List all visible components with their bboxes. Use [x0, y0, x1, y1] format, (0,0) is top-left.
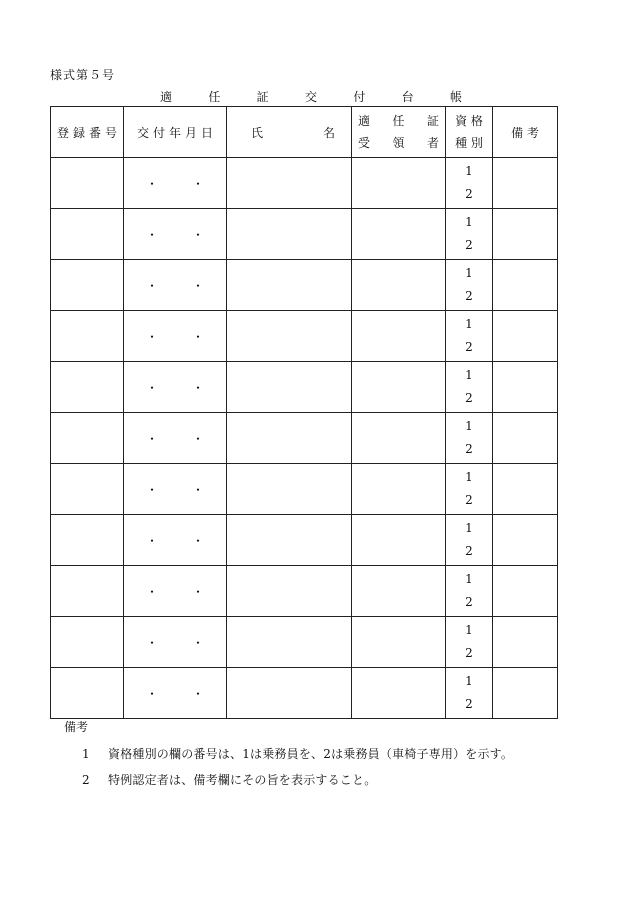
header-line — [358, 132, 439, 154]
title-char: 交 — [304, 90, 317, 104]
cell-issue-date[interactable] — [124, 464, 227, 515]
cell-remarks[interactable] — [493, 362, 558, 413]
qualification-option: 1 — [465, 215, 473, 229]
date-separator: ・ — [145, 227, 158, 242]
qualification-option: 2 — [465, 187, 473, 201]
cell-registration-number[interactable] — [51, 668, 124, 719]
cell-certificate-recipient[interactable] — [352, 413, 446, 464]
qualification-option: 1 — [465, 623, 473, 637]
date-separator: ・ — [145, 176, 158, 191]
header-line: 種 別 — [455, 136, 483, 150]
cell-qualification-type[interactable] — [446, 464, 493, 515]
qualification-option: 2 — [465, 697, 473, 711]
header-char: 登 — [56, 125, 69, 140]
date-separator: ・ — [192, 278, 205, 293]
date-separator: ・ — [145, 635, 158, 650]
qualification-option: 2 — [465, 646, 473, 660]
header-char: 号 — [105, 125, 118, 140]
qualification-option: 1 — [465, 266, 473, 280]
date-separator: ・ — [192, 686, 205, 701]
cell-certificate-recipient[interactable] — [352, 566, 446, 617]
cell-registration-number[interactable] — [51, 209, 124, 260]
cell-remarks[interactable] — [493, 413, 558, 464]
cell-registration-number[interactable] — [51, 158, 124, 209]
notes-title: 備考 — [64, 720, 89, 734]
title-char: 台 — [401, 90, 414, 104]
date-separator: ・ — [192, 380, 205, 395]
qualification-option: 2 — [465, 340, 473, 354]
cell-name[interactable] — [227, 515, 352, 566]
table-header-row — [51, 107, 558, 158]
cell-qualification-type[interactable] — [446, 260, 493, 311]
header-qualification-type — [446, 107, 493, 158]
table-row — [51, 260, 558, 311]
qualification-option: 2 — [465, 442, 473, 456]
note-number: 2 — [82, 773, 90, 787]
cell-name[interactable] — [227, 311, 352, 362]
qualification-option: 1 — [465, 470, 473, 484]
note-item — [82, 767, 513, 793]
cell-qualification-type[interactable] — [446, 311, 493, 362]
table-row — [51, 311, 558, 362]
cell-issue-date[interactable] — [124, 617, 227, 668]
cell-issue-date[interactable] — [124, 515, 227, 566]
header-char: 適 — [358, 114, 371, 128]
cell-issue-date[interactable] — [124, 311, 227, 362]
cell-qualification-type[interactable] — [446, 515, 493, 566]
date-separator: ・ — [192, 533, 205, 548]
cell-name[interactable] — [227, 617, 352, 668]
header-char: 者 — [426, 136, 439, 150]
header-char: 日 — [201, 125, 214, 140]
cell-issue-date[interactable] — [124, 209, 227, 260]
cell-registration-number[interactable] — [51, 515, 124, 566]
cell-name[interactable] — [227, 464, 352, 515]
cell-remarks[interactable] — [493, 260, 558, 311]
cell-issue-date[interactable] — [124, 413, 227, 464]
cell-certificate-recipient[interactable] — [352, 668, 446, 719]
header-issue-date — [124, 107, 227, 158]
qualification-option: 1 — [465, 419, 473, 433]
date-separator: ・ — [145, 278, 158, 293]
header-char: 月 — [185, 125, 198, 140]
cell-name[interactable] — [227, 260, 352, 311]
header-line: 資 格 — [455, 114, 483, 128]
cell-qualification-type[interactable] — [446, 668, 493, 719]
date-separator: ・ — [192, 431, 205, 446]
cell-remarks[interactable] — [493, 566, 558, 617]
date-separator: ・ — [192, 227, 205, 242]
date-separator: ・ — [192, 584, 205, 599]
date-separator: ・ — [192, 329, 205, 344]
date-separator: ・ — [145, 584, 158, 599]
page-title — [160, 88, 462, 105]
date-separator: ・ — [145, 533, 158, 548]
cell-name[interactable] — [227, 668, 352, 719]
cell-name[interactable] — [227, 413, 352, 464]
table-row — [51, 158, 558, 209]
title-char: 帳 — [449, 90, 462, 104]
cell-remarks[interactable] — [493, 209, 558, 260]
cell-name[interactable] — [227, 209, 352, 260]
header-char: 任 — [392, 114, 405, 128]
header-char: 番 — [89, 125, 102, 140]
qualification-option: 1 — [465, 572, 473, 586]
qualification-option: 2 — [465, 595, 473, 609]
cell-registration-number[interactable] — [51, 362, 124, 413]
cell-qualification-type[interactable] — [446, 566, 493, 617]
qualification-option: 2 — [465, 289, 473, 303]
table-row — [51, 209, 558, 260]
cell-registration-number[interactable] — [51, 413, 124, 464]
header-name — [227, 107, 352, 158]
header-char: 証 — [426, 114, 439, 128]
cell-registration-number[interactable] — [51, 566, 124, 617]
header-line — [358, 110, 439, 132]
notes-section — [64, 718, 513, 793]
header-char: 名 — [322, 125, 335, 140]
table-row — [51, 566, 558, 617]
qualification-option: 2 — [465, 391, 473, 405]
cell-issue-date[interactable] — [124, 362, 227, 413]
cell-registration-number[interactable] — [51, 311, 124, 362]
title-char: 証 — [256, 90, 269, 104]
date-separator: ・ — [145, 482, 158, 497]
qualification-option: 1 — [465, 164, 473, 178]
qualification-option: 1 — [465, 368, 473, 382]
table-row — [51, 515, 558, 566]
header-char: 領 — [392, 136, 405, 150]
qualification-option: 2 — [465, 493, 473, 507]
table-row — [51, 668, 558, 719]
note-text: 特例認定者は、備考欄にその旨を表示すること。 — [108, 773, 377, 787]
table-row — [51, 617, 558, 668]
header-remarks — [493, 107, 558, 158]
date-separator: ・ — [145, 329, 158, 344]
cell-registration-number[interactable] — [51, 260, 124, 311]
cell-remarks[interactable] — [493, 464, 558, 515]
header-char: 受 — [358, 136, 371, 150]
cell-qualification-type[interactable] — [446, 413, 493, 464]
header-char: 付 — [152, 125, 165, 140]
cell-qualification-type[interactable] — [446, 617, 493, 668]
header-registration-number — [51, 107, 124, 158]
cell-certificate-recipient[interactable] — [352, 158, 446, 209]
cell-certificate-recipient[interactable] — [352, 515, 446, 566]
table-row — [51, 413, 558, 464]
qualification-option: 1 — [465, 317, 473, 331]
cell-qualification-type[interactable] — [446, 158, 493, 209]
title-char: 適 — [160, 90, 173, 104]
date-separator: ・ — [145, 686, 158, 701]
cell-remarks[interactable] — [493, 668, 558, 719]
table-row — [51, 464, 558, 515]
header-char: 録 — [72, 125, 85, 140]
cell-registration-number[interactable] — [51, 617, 124, 668]
note-item — [82, 741, 513, 767]
date-separator: ・ — [145, 380, 158, 395]
certificate-ledger-table — [50, 106, 558, 719]
header-char: 氏 — [251, 125, 264, 140]
cell-name[interactable] — [227, 158, 352, 209]
cell-certificate-recipient[interactable] — [352, 464, 446, 515]
cell-qualification-type[interactable] — [446, 209, 493, 260]
cell-issue-date[interactable] — [124, 260, 227, 311]
cell-issue-date[interactable] — [124, 668, 227, 719]
form-number: 様式第５号 — [50, 68, 116, 82]
header-text: 備 考 — [511, 125, 539, 140]
cell-certificate-recipient[interactable] — [352, 260, 446, 311]
date-separator: ・ — [192, 635, 205, 650]
table-row — [51, 362, 558, 413]
note-number: 1 — [82, 747, 90, 761]
qualification-option: 1 — [465, 674, 473, 688]
header-char: 交 — [136, 125, 149, 140]
date-separator: ・ — [192, 482, 205, 497]
title-char: 付 — [353, 90, 366, 104]
note-text: 資格種別の欄の番号は、1は乗務員を、2は乗務員（車椅子専用）を示す。 — [108, 747, 514, 761]
cell-name[interactable] — [227, 566, 352, 617]
qualification-option: 2 — [465, 238, 473, 252]
header-certificate-recipient — [352, 107, 446, 158]
cell-certificate-recipient[interactable] — [352, 362, 446, 413]
date-separator: ・ — [145, 431, 158, 446]
cell-name[interactable] — [227, 362, 352, 413]
cell-remarks[interactable] — [493, 158, 558, 209]
cell-registration-number[interactable] — [51, 464, 124, 515]
cell-qualification-type[interactable] — [446, 362, 493, 413]
cell-certificate-recipient[interactable] — [352, 311, 446, 362]
cell-remarks[interactable] — [493, 311, 558, 362]
cell-remarks[interactable] — [493, 515, 558, 566]
qualification-option: 1 — [465, 521, 473, 535]
cell-issue-date[interactable] — [124, 566, 227, 617]
cell-certificate-recipient[interactable] — [352, 209, 446, 260]
date-separator: ・ — [192, 176, 205, 191]
cell-issue-date[interactable] — [124, 158, 227, 209]
cell-certificate-recipient[interactable] — [352, 617, 446, 668]
header-char: 年 — [168, 125, 181, 140]
title-char: 任 — [208, 90, 221, 104]
qualification-option: 2 — [465, 544, 473, 558]
cell-remarks[interactable] — [493, 617, 558, 668]
